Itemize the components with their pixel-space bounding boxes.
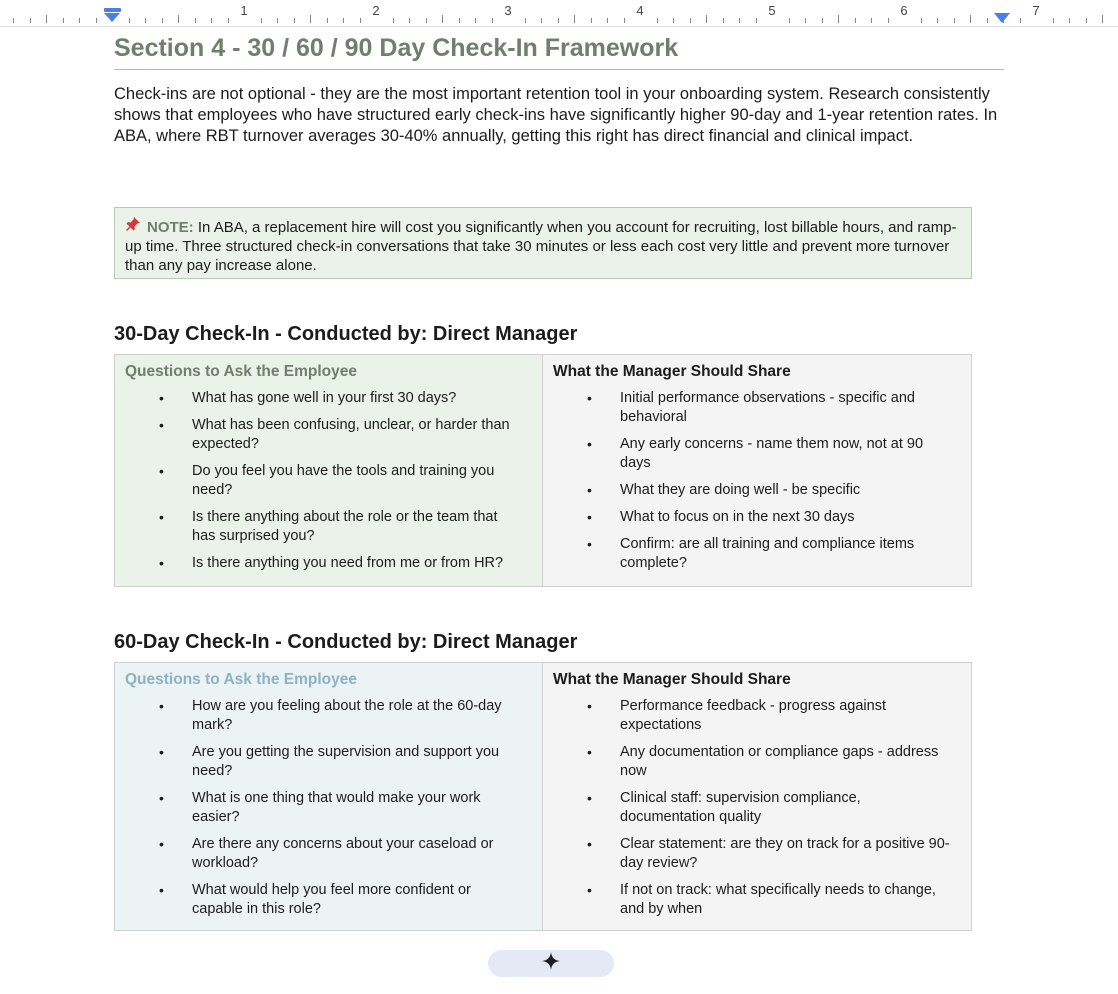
share-column bbox=[543, 355, 971, 586]
ruler-tick bbox=[211, 18, 212, 23]
bullet: • bbox=[159, 509, 164, 525]
ruler-tick bbox=[277, 18, 278, 23]
horizontal-ruler[interactable] bbox=[0, 0, 1118, 27]
ruler-tick bbox=[673, 18, 674, 23]
bullet: • bbox=[159, 744, 164, 760]
ruler-tick bbox=[723, 18, 724, 23]
ruler-number: 3 bbox=[504, 3, 512, 18]
questions-header: Questions to Ask the Employee bbox=[125, 671, 357, 688]
ruler-tick bbox=[1086, 18, 1087, 23]
bullet: • bbox=[587, 482, 592, 498]
list-item bbox=[553, 508, 961, 527]
question-text: What is one thing that would make your work easier? bbox=[192, 790, 481, 825]
ruler-tick bbox=[360, 18, 361, 23]
list-item bbox=[125, 881, 532, 919]
ruler-tick bbox=[475, 18, 476, 23]
questions-list bbox=[125, 389, 532, 573]
note-label: NOTE: bbox=[147, 219, 194, 236]
right-indent-marker[interactable] bbox=[994, 13, 1010, 23]
ruler-tick bbox=[822, 18, 823, 23]
question-text: Is there anything about the role or the team that has surprised you? bbox=[192, 509, 498, 544]
bullet: • bbox=[159, 790, 164, 806]
list-item bbox=[125, 462, 532, 500]
ruler-tick bbox=[79, 18, 80, 23]
share-header: What the Manager Should Share bbox=[553, 363, 791, 380]
ruler-tick bbox=[409, 18, 410, 23]
bullet: • bbox=[587, 509, 592, 525]
list-item bbox=[553, 743, 961, 781]
ruler-tick bbox=[574, 15, 575, 23]
list-item bbox=[125, 508, 532, 546]
share-text: Clear statement: are they on track for a positive 90-day review? bbox=[620, 836, 950, 871]
question-text: How are you feeling about the role at the 60-day mark? bbox=[192, 698, 502, 733]
share-text: Confirm: are all training and compliance items complete? bbox=[620, 536, 915, 571]
question-text: Are there any concerns about your caseload or workload? bbox=[192, 836, 494, 871]
ruler-tick bbox=[327, 18, 328, 23]
ruler-tick bbox=[855, 18, 856, 23]
questions-header: Questions to Ask the Employee bbox=[125, 363, 357, 380]
bullet: • bbox=[587, 790, 592, 806]
share-list bbox=[553, 389, 961, 573]
bullet: • bbox=[159, 698, 164, 714]
ruler-tick bbox=[30, 18, 31, 23]
intro-paragraph: Check-ins are not optional - they are the most important retention tool in your onboarding system. Research consistently shows that employees who have structured early check-ins have significantly higher 90-day and 1-year retention rates. In ABA, where RBT turnover averages 30-40% annually, getting this right has direct financial and clinical impact. bbox=[114, 85, 998, 145]
ruler-tick bbox=[63, 18, 64, 23]
ruler-tick bbox=[558, 18, 559, 23]
ruler-tick bbox=[426, 18, 427, 23]
list-item bbox=[125, 416, 532, 454]
question-text: What has gone well in your first 30 days? bbox=[192, 390, 457, 406]
list-item bbox=[553, 535, 961, 573]
ruler-tick bbox=[1053, 18, 1054, 23]
ruler-tick bbox=[954, 18, 955, 23]
ruler-tick bbox=[937, 18, 938, 23]
ruler-tick bbox=[591, 18, 592, 23]
share-text: What they are doing well - be specific bbox=[620, 482, 861, 498]
ruler-tick bbox=[888, 18, 889, 23]
left-indent-handle[interactable] bbox=[104, 13, 120, 22]
pushpin-icon bbox=[125, 216, 141, 237]
share-header: What the Manager Should Share bbox=[553, 671, 791, 688]
bullet: • bbox=[159, 417, 164, 433]
list-item bbox=[553, 835, 961, 873]
ruler-tick bbox=[343, 18, 344, 23]
sparkle-icon bbox=[541, 951, 561, 976]
ruler-number: 5 bbox=[768, 3, 776, 18]
note-text: In ABA, a replacement hire will cost you significantly when you account for recruiting, lost billable hours, and ramp-up time. Three structured check-in conversations that take 30 minutes or less each cost very little and prevent more turnover than any pay increase alone. bbox=[125, 219, 957, 274]
ruler-tick bbox=[310, 15, 311, 23]
ruler-tick bbox=[228, 18, 229, 23]
ruler-tick bbox=[624, 18, 625, 23]
ruler-tick bbox=[96, 18, 97, 23]
bullet: • bbox=[587, 390, 592, 406]
list-item bbox=[125, 554, 532, 573]
ruler-tick bbox=[789, 18, 790, 23]
list-item bbox=[553, 389, 961, 427]
share-text: Any early concerns - name them now, not at 90 days bbox=[620, 436, 924, 471]
bullet: • bbox=[587, 836, 592, 852]
questions-column bbox=[115, 663, 543, 930]
left-indent-marker[interactable] bbox=[104, 8, 121, 24]
ruler-tick bbox=[739, 18, 740, 23]
ruler-number: 2 bbox=[372, 3, 380, 18]
bullet: • bbox=[159, 390, 164, 406]
ruler-tick bbox=[805, 18, 806, 23]
list-item bbox=[553, 435, 961, 473]
ruler-tick bbox=[1102, 15, 1103, 23]
share-text: What to focus on in the next 30 days bbox=[620, 509, 855, 525]
ruler-tick bbox=[294, 18, 295, 23]
checkin-30-table bbox=[114, 354, 972, 587]
list-item bbox=[553, 881, 961, 919]
bullet: • bbox=[159, 836, 164, 852]
ruler-tick bbox=[442, 15, 443, 23]
question-text: Is there anything you need from me or from HR? bbox=[192, 555, 504, 571]
list-item bbox=[553, 481, 961, 500]
ruler-tick bbox=[178, 15, 179, 23]
section-title: Section 4 - 30 / 60 / 90 Day Check-In Framework bbox=[114, 34, 679, 62]
bullet: • bbox=[587, 536, 592, 552]
checkin-60-table bbox=[114, 662, 972, 931]
share-text: Any documentation or compliance gaps - address now bbox=[620, 744, 939, 779]
list-item bbox=[125, 743, 532, 781]
ruler-tick bbox=[987, 18, 988, 23]
share-text: Initial performance observations - specific and behavioral bbox=[620, 390, 915, 425]
share-list bbox=[553, 697, 961, 919]
list-item bbox=[125, 789, 532, 827]
share-column bbox=[543, 663, 971, 930]
first-line-indent-handle[interactable] bbox=[104, 8, 121, 12]
title-divider bbox=[114, 69, 1004, 70]
ruler-tick bbox=[541, 18, 542, 23]
ruler-tick bbox=[492, 18, 493, 23]
ruler-tick bbox=[657, 18, 658, 23]
ruler-tick bbox=[525, 18, 526, 23]
ai-assist-button[interactable] bbox=[488, 950, 614, 977]
ruler-number: 6 bbox=[900, 3, 908, 18]
ruler-tick bbox=[145, 18, 146, 23]
bullet: • bbox=[159, 463, 164, 479]
list-item bbox=[553, 789, 961, 827]
bullet: • bbox=[159, 555, 164, 571]
question-text: Are you getting the supervision and support you need? bbox=[192, 744, 500, 779]
ruler-tick bbox=[1069, 18, 1070, 23]
share-text: If not on track: what specifically needs to change, and by when bbox=[620, 882, 936, 917]
ruler-tick bbox=[393, 18, 394, 23]
list-item bbox=[125, 389, 532, 408]
bullet: • bbox=[587, 882, 592, 898]
ruler-tick bbox=[195, 18, 196, 23]
share-text: Clinical staff: supervision compliance, documentation quality bbox=[620, 790, 861, 825]
ruler-tick bbox=[129, 18, 130, 23]
ruler-tick bbox=[46, 15, 47, 23]
ruler-number: 4 bbox=[636, 3, 644, 18]
ruler-tick bbox=[756, 18, 757, 23]
bullet: • bbox=[587, 698, 592, 714]
question-text: What would help you feel more confident or capable in this role? bbox=[192, 882, 471, 917]
ruler-tick bbox=[921, 18, 922, 23]
question-text: What has been confusing, unclear, or harder than expected? bbox=[192, 417, 510, 452]
checkin-30-heading: 30-Day Check-In - Conducted by: Direct Manager bbox=[114, 323, 578, 345]
bullet: • bbox=[587, 436, 592, 452]
list-item bbox=[125, 835, 532, 873]
ruler-tick bbox=[706, 15, 707, 23]
ruler-tick bbox=[970, 15, 971, 23]
checkin-60-heading: 60-Day Check-In - Conducted by: Direct Manager bbox=[114, 631, 578, 653]
ruler-tick bbox=[1020, 18, 1021, 23]
list-item bbox=[553, 697, 961, 735]
question-text: Do you feel you have the tools and training you need? bbox=[192, 463, 495, 498]
ruler-number: 1 bbox=[240, 3, 248, 18]
share-text: Performance feedback - progress against expectations bbox=[620, 698, 886, 733]
list-item bbox=[125, 697, 532, 735]
ruler-tick bbox=[838, 15, 839, 23]
ruler-tick bbox=[261, 18, 262, 23]
ruler-tick bbox=[607, 18, 608, 23]
ruler-tick bbox=[690, 18, 691, 23]
ruler-number: 7 bbox=[1032, 3, 1040, 18]
questions-column bbox=[115, 355, 543, 586]
questions-list bbox=[125, 697, 532, 919]
ruler-tick bbox=[459, 18, 460, 23]
ruler-tick bbox=[13, 18, 14, 23]
ruler-tick bbox=[871, 18, 872, 23]
bullet: • bbox=[159, 882, 164, 898]
bullet: • bbox=[587, 744, 592, 760]
note-callout bbox=[114, 207, 972, 279]
ruler-tick bbox=[162, 18, 163, 23]
